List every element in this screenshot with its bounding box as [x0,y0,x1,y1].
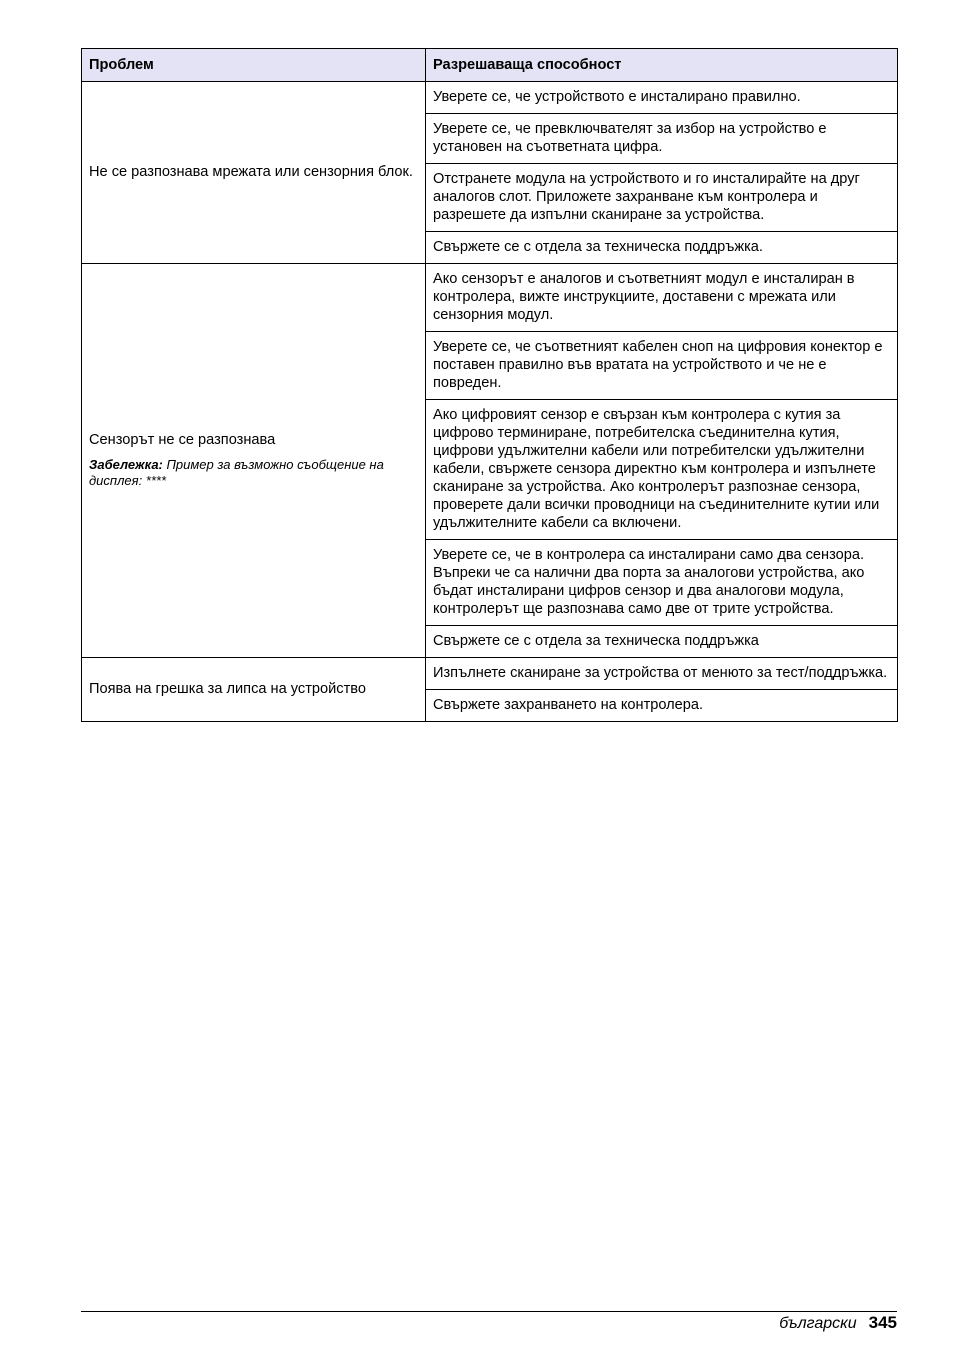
solution-cell: Уверете се, че в контролера са инсталирани само два сензора. Въпреки че са налични два порта за аналогови устройства, ако бъдат инсталирани цифров сензор и два аналогови модула, контролерът ще разпознава само две от трите устройства. [426,540,898,626]
table-row [82,658,898,690]
problem-note [89,457,417,489]
solution-cell: Свържете се с отдела за техническа поддръжка. [426,232,898,264]
problem-cell: Поява на грешка за липса на устройство [82,658,426,722]
solution-cell: Свържете се с отдела за техническа поддръжка [426,626,898,658]
troubleshooting-table [81,48,898,722]
solution-cell: Отстранете модула на устройството и го инсталирайте на друг аналогов слот. Приложете захранване към контролера и разрешете да изпълни сканиране за устройства. [426,164,898,232]
column-header-problem: Проблем [82,49,426,82]
solution-cell: Ако сензорът е аналогов и съответният модул е инсталиран в контролера, вижте инструкциите, доставени с мрежата или сензорния модул. [426,264,898,332]
problem-cell: Не се разпознава мрежата или сензорния блок. [82,82,426,264]
page-footer [779,1313,897,1334]
table-row [82,264,898,332]
column-header-resolution: Разрешаваща способност [426,49,898,82]
solution-cell: Уверете се, че съответният кабелен сноп на цифровия конектор е поставен правилно във вратата на устройството и че не е повреден. [426,332,898,400]
problem-text: Сензорът не се разпознава [89,432,276,448]
solution-cell: Свържете захранването на контролера. [426,690,898,722]
note-label: Забележка: [89,457,163,472]
problem-cell [82,264,426,658]
table-header-row [82,49,898,82]
solution-cell: Изпълнете сканиране за устройства от менюто за тест/поддръжка. [426,658,898,690]
footer-language: български [779,1315,857,1332]
page-number: 345 [868,1313,897,1332]
solution-cell: Ако цифровият сензор е свързан към контролера с кутия за цифрово терминиране, потребителска съединителна кутия, цифрови удължителни кабели или потребителски удължителни кабели, свържете сензора директно към контролера и изпълнете сканиране за устройства. Ако контролерът разпознае сензора, проверете дали всички проводници на съединителните кутии или удължителните кабели са включени. [426,400,898,540]
footer-divider [81,1311,897,1312]
solution-cell: Уверете се, че превключвателят за избор на устройство е установен на съответната цифра. [426,114,898,164]
solution-cell: Уверете се, че устройството е инсталирано правилно. [426,82,898,114]
note-text: Пример за възможно съобщение на дисплея: **** [89,457,384,488]
table-row [82,82,898,114]
